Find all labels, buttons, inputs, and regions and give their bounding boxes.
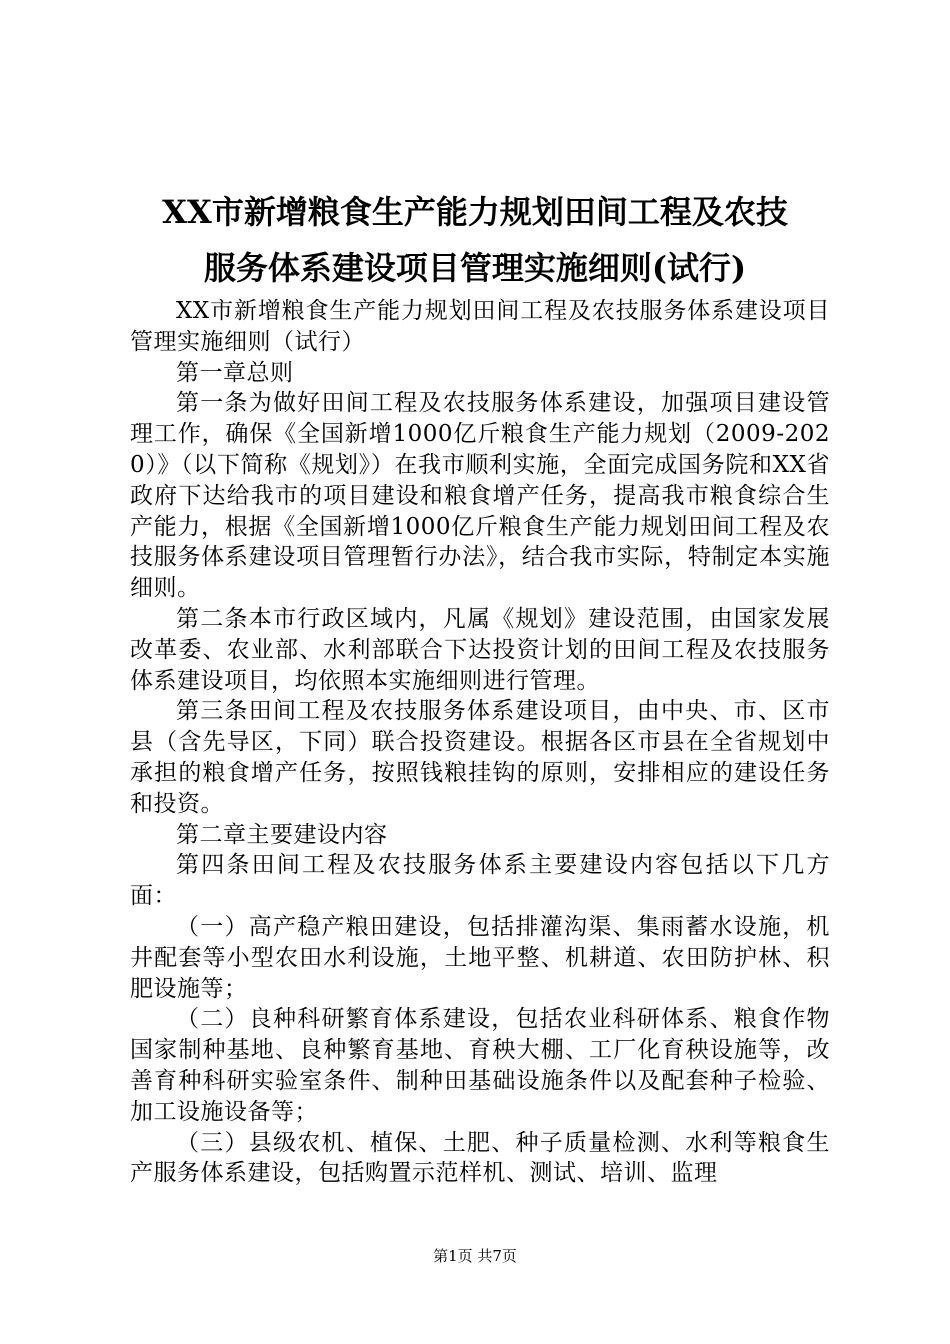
article-3: 第三条田间工程及农技服务体系建设项目，由中央、市、区市县（含先导区，下同）联合投资建设。根据各区市县在全省规划中承担的粮食增产任务，按照钱粮挂钩的原则，安排相应的建设任务和投资。 [130,698,830,817]
document-body [130,296,830,1189]
chapter-heading-1: 第一章总则 [176,359,294,386]
page-number: 第1页 共7页 [433,1247,517,1265]
article-4-item-1: （一）高产稳产粮田建设，包括排灌沟渠、集雨蓄水设施，机井配套等小型农田水利设施，土地平整、机耕道、农田防护林、积肥设施等； [130,913,830,1002]
paragraph-subtitle: XX市新增粮食生产能力规划田间工程及农技服务体系建设项目管理实施细则（试行） [130,298,830,355]
title-line-1: XX市新增粮食生产能力规划田间工程及农技 [162,193,788,231]
document-title [120,184,830,296]
article-1: 第一条为做好田间工程及农技服务体系建设，加强项目建设管理工作，确保《全国新增1000亿斤粮食生产能力规划（2009-2020）》（以下简称《规划》）在我市顺利实施，全面完成国务院和XX省政府下达给我市的项目建设和粮食增产任务，提高我市粮食综合生产能力，根据《全国新增1000亿斤粮食生产能力规划田间工程及农技服务体系建设项目管理暂行办法》，结合我市实际，特制定本实施细则。 [130,390,830,602]
title-line-2: 服务体系建设项目管理实施细则(试行) [203,249,747,287]
article-2: 第二条本市行政区域内，凡属《规划》建设范围，由国家发展改革委、农业部、水利部联合下达投资计划的田间工程及农技服务体系建设项目，均依照本实施细则进行管理。 [130,605,830,694]
article-4-item-2: （二）良种科研繁育体系建设，包括农业科研体系、粮食作物国家制种基地、良种繁育基地、育秧大棚、工厂化育秧设施等，改善育种科研实验室条件、制种田基础设施条件以及配套种子检验、加工设施设备等； [130,1006,830,1125]
article-4: 第四条田间工程及农技服务体系主要建设内容包括以下几方面： [130,852,830,910]
article-4-item-3: （三）县级农机、植保、土肥、种子质量检测、水利等粮食生产服务体系建设，包括购置示范样机、测试、培训、监理 [130,1129,830,1187]
chapter-heading-2: 第二章主要建设内容 [176,821,388,848]
